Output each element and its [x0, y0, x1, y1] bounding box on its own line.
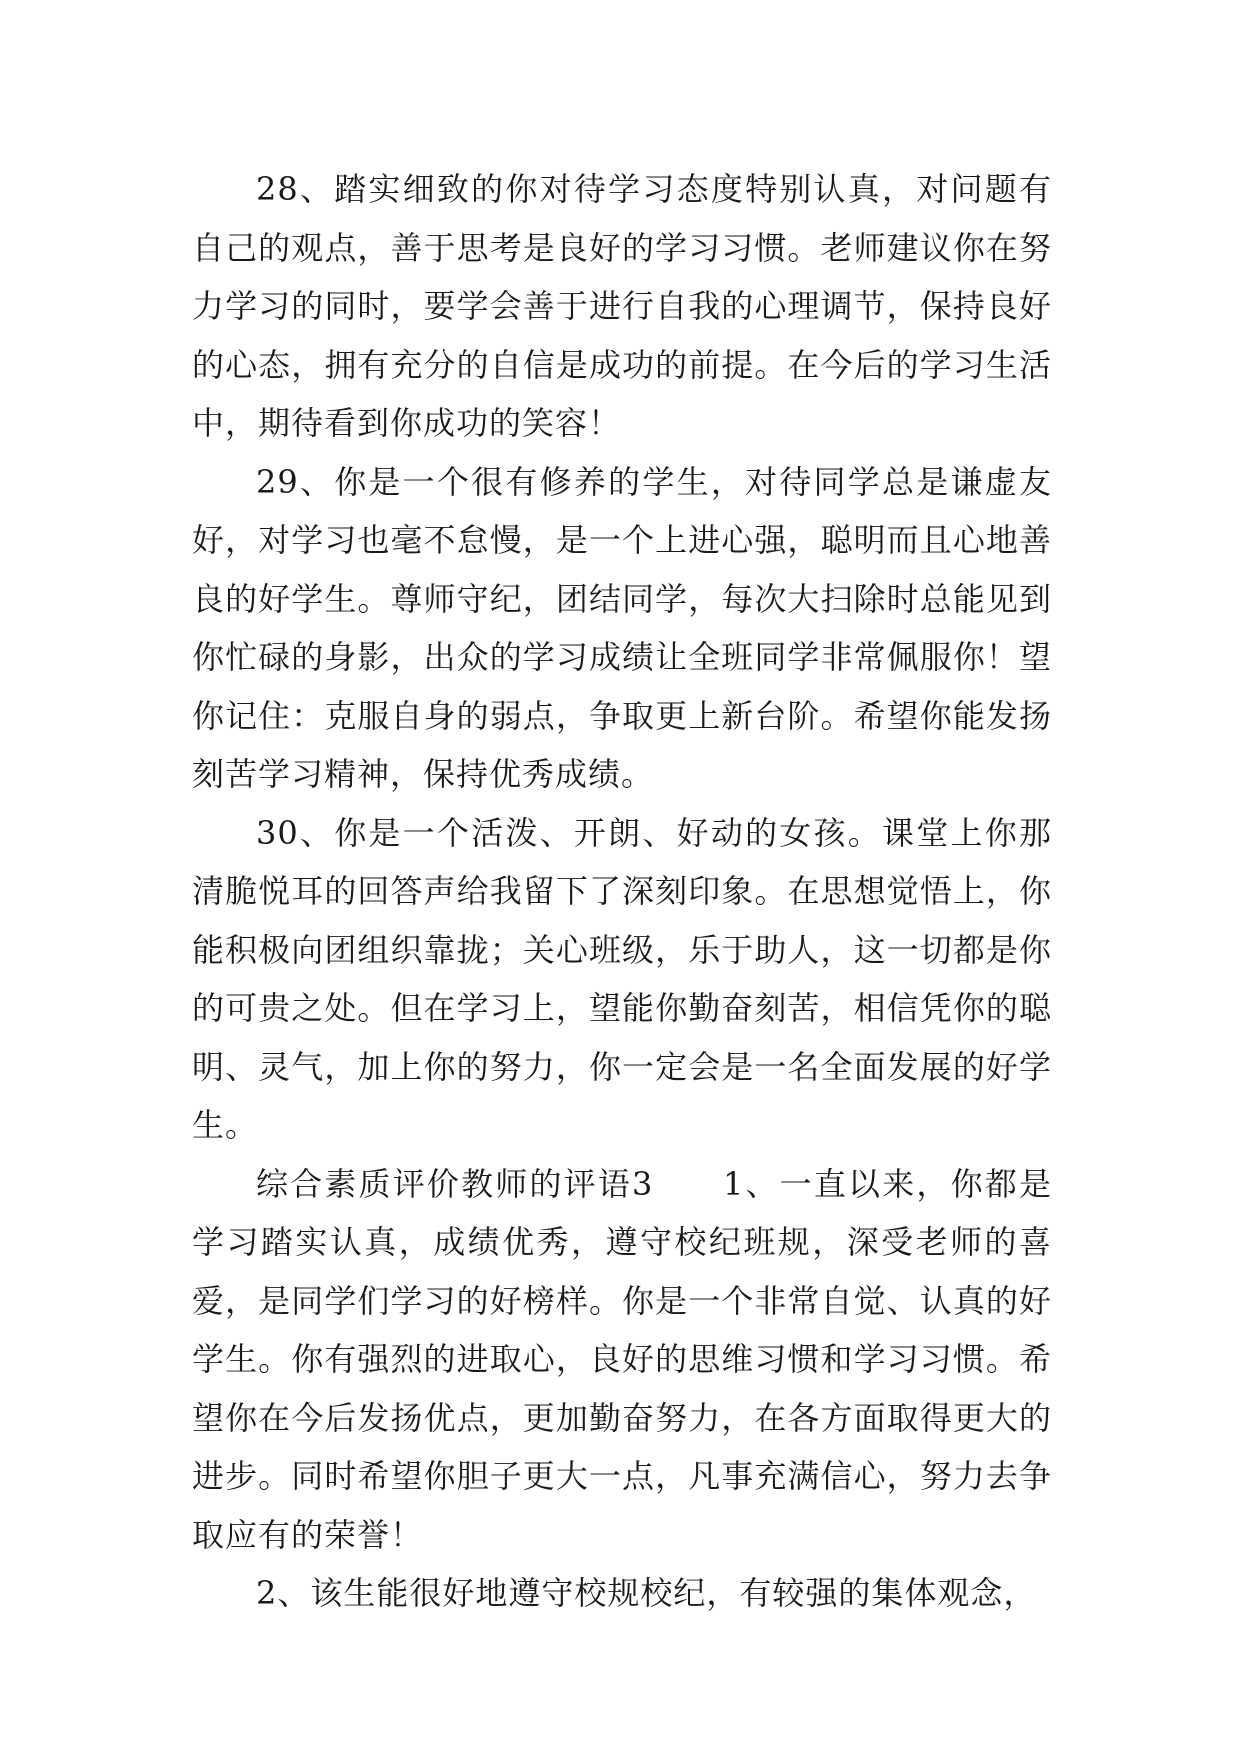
document-body	[192, 160, 1052, 1623]
paragraph-section-3-comment-2: 2、该生能很好地遵守校规校纪，有较强的集体观念，	[256, 1574, 1037, 1612]
paragraph-comment-29: 29、你是一个很有修养的学生，对待同学总是谦虚友好，对学习也毫不怠慢，是一个上进心强，聪明而且心地善良的好学生。尊师守纪，团结同学，每次大扫除时总能见到你忙碌的身影，出众的学习成绩让全班同学非常佩服你！望你记住：克服自身的弱点，争取更上新台阶。希望你能发扬刻苦学习精神，保持优秀成绩。	[192, 462, 1052, 793]
paragraph-comment-30: 30、你是一个活泼、开朗、好动的女孩。课堂上你那清脆悦耳的回答声给我留下了深刻印象。在思想觉悟上，你能积极向团组织靠拢；关心班级，乐于助人，这一切都是你的可贵之处。但在学习上，望能你勤奋刻苦，相信凭你的聪明、灵气，加上你的努力，你一定会是一名全面发展的好学生。	[192, 813, 1052, 1144]
paragraph-section-3-comment-1: 综合素质评价教师的评语3 1、一直以来，你都是学习踏实认真，成绩优秀，遵守校纪班规，深受老师的喜爱，是同学们学习的好榜样。你是一个非常自觉、认真的好学生。你有强烈的进取心，良好的思维习惯和学习习惯。希望你在今后发扬优点，更加勤奋努力，在各方面取得更大的进步。同时希望你胆子更大一点，凡事充满信心，努力去争取应有的荣誉！	[192, 1164, 1052, 1554]
paragraph-comment-28: 28、踏实细致的你对待学习态度特别认真，对问题有自己的观点，善于思考是良好的学习习惯。老师建议你在努力学习的同时，要学会善于进行自我的心理调节，保持良好的心态，拥有充分的自信是成功的前提。在今后的学习生活中，期待看到你成功的笑容！	[192, 170, 1052, 442]
